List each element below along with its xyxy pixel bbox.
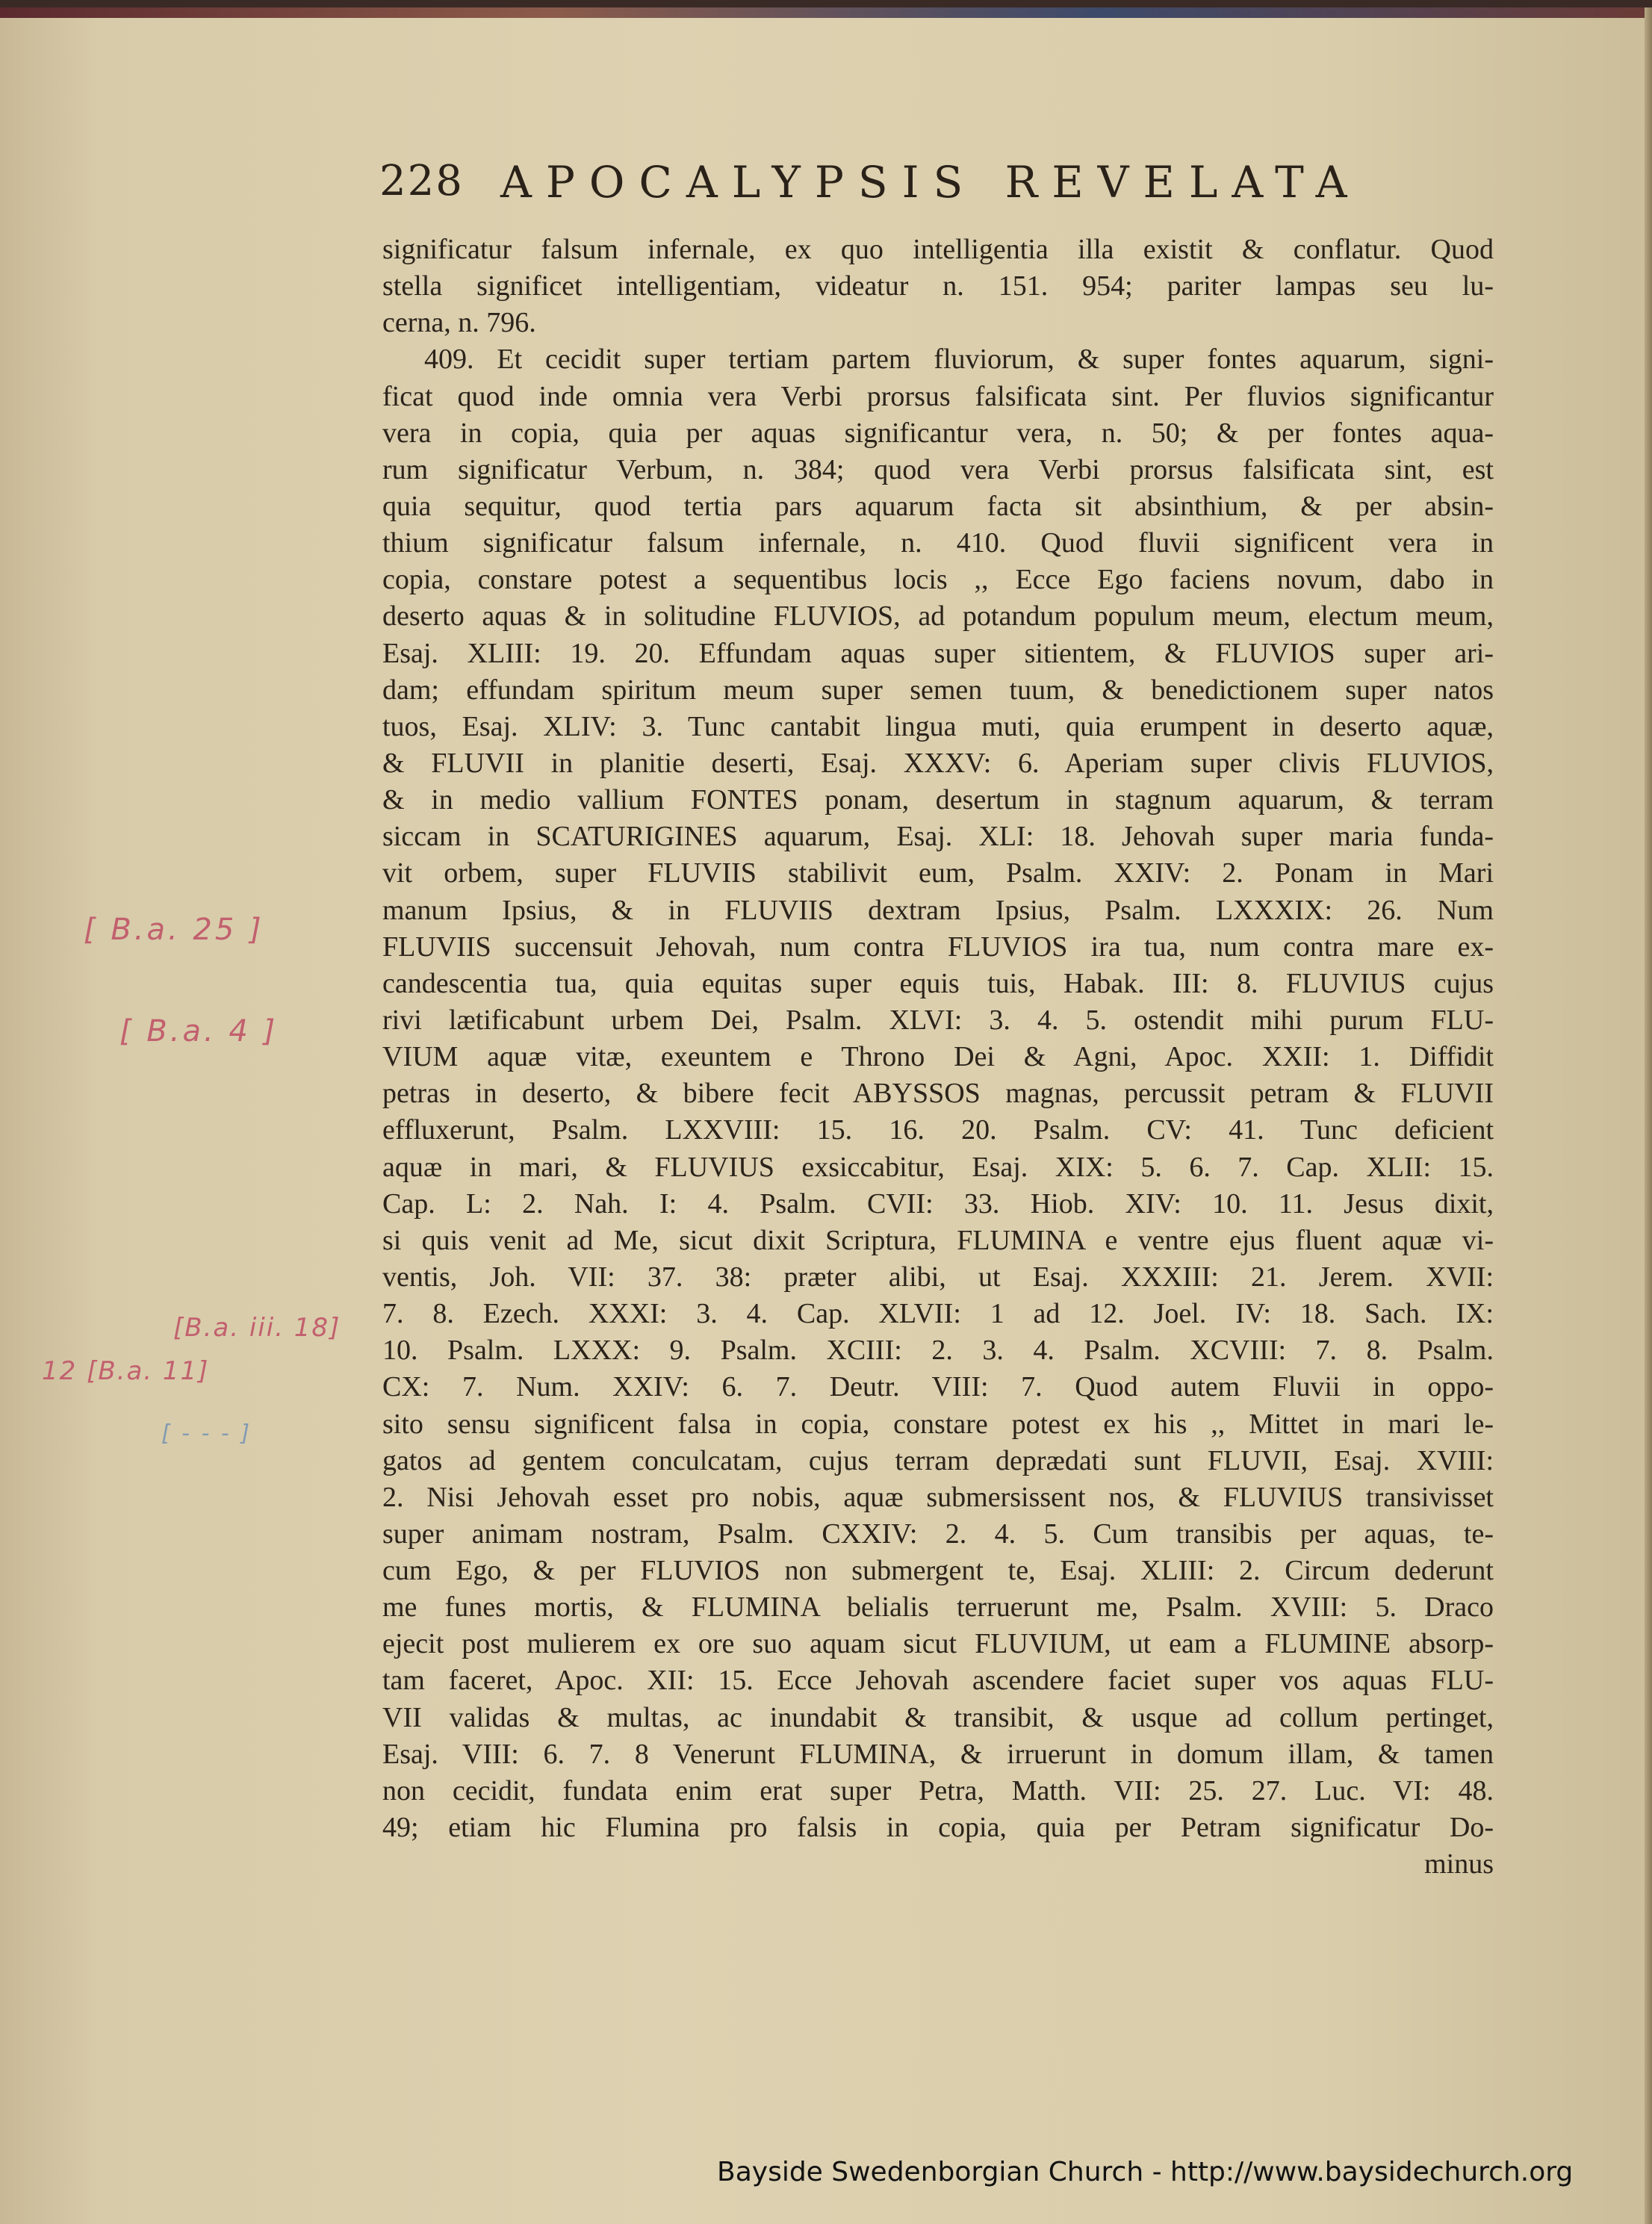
text-line: sito sensu significent falsa in copia, constare potest ex his ,, Mittet in mari le- — [382, 1408, 1494, 1440]
watermark-credit: Bayside Swedenborgian Church - http://www.baysidechurch.org — [717, 2157, 1574, 2187]
text-line: candescentia tua, quia equitas super equis tuis, Habak. III: 8. FLUVIUS cujus — [382, 967, 1494, 999]
text-line: cum Ego, & per FLUVIOS non submergent te, Esaj. XLIII: 2. Circum dederunt — [382, 1555, 1494, 1587]
text-line: Esaj. VIII: 6. 7. 8 Venerunt FLUMINA, & irruerunt in domum illam, & tamen — [382, 1738, 1494, 1770]
text-line: effluxerunt, Psalm. LXXVIII: 15. 16. 20. Psalm. CV: 41. Tunc deficient — [382, 1114, 1494, 1146]
text-line: 10. Psalm. LXXX: 9. Psalm. XCIII: 2. 3. 4. Psalm. XCVIII: 7. 8. Psalm. — [382, 1335, 1494, 1367]
margin-annotation: [B.a. iii. 18] — [173, 1313, 341, 1343]
text-line: 409. Et cecidit super tertiam partem fluviorum, & super fontes aquarum, signi- — [424, 344, 1494, 376]
text-line: VII validas & multas, ac inundabit & transibit, & usque ad collum pertinget, — [382, 1701, 1494, 1733]
text-line: rum significatur Verbum, n. 384; quod vera Verbi prorsus falsificata sint, est — [382, 453, 1494, 485]
page-number: 228 — [379, 157, 464, 205]
text-line: cerna, n. 796. — [382, 307, 536, 339]
text-line: tuos, Esaj. XLIV: 3. Tunc cantabit lingua muti, quia erumpent in deserto aquæ, — [382, 710, 1494, 742]
text-line: quia sequitur, quod tertia pars aquarum facta sit absinthium, & per absin- — [382, 490, 1494, 522]
text-line: dam; effundam spiritum meum super semen tuum, & benedictionem super natos — [382, 674, 1494, 706]
text-line: deserto aquas & in solitudine FLUVIOS, ad potandum populum meum, electum meum, — [382, 600, 1494, 633]
catchword: minus — [1424, 1848, 1494, 1880]
text-line: & in medio vallium FONTES ponam, desertum in stagnum aquarum, & terram — [382, 784, 1494, 816]
book-edge-right — [1645, 7, 1652, 2224]
text-line: vit orbem, super FLUVIIS stabilivit eum, Psalm. XXIV: 2. Ponam in Mari — [382, 857, 1494, 889]
text-line: siccam in SCATURIGINES aquarum, Esaj. XLI: 18. Jehovah super maria funda- — [382, 821, 1494, 853]
text-line: super animam nostram, Psalm. CXXIV: 2. 4. 5. Cum transibis per aquas, te- — [382, 1518, 1494, 1550]
text-line: tam faceret, Apoc. XII: 15. Ecce Jehovah ascendere faciet super vos aquas FLU- — [382, 1665, 1494, 1697]
text-line: aquæ in mari, & FLUVIUS exsiccabitur, Esaj. XIX: 5. 6. 7. Cap. XLII: 15. — [382, 1151, 1494, 1183]
text-line: ventis, Joh. VII: 37. 38: præter alibi, ut Esaj. XXXIII: 21. Jerem. XVII: — [382, 1261, 1494, 1293]
text-line: 7. 8. Ezech. XXXI: 3. 4. Cap. XLVII: 1 ad 12. Joel. IV: 18. Sach. IX: — [382, 1298, 1494, 1330]
text-line: vera in copia, quia per aquas significantur vera, n. 50; & per fontes aqua- — [382, 417, 1494, 449]
book-page — [0, 7, 1652, 2224]
text-line: ficat quod inde omnia vera Verbi prorsus falsificata sint. Per fluvios significantur — [382, 380, 1494, 412]
text-line: ejecit post mulierem ex ore suo aquam sicut FLUVIUM, ut eam a FLUMINE absorp- — [382, 1628, 1494, 1660]
text-line: CX: 7. Num. XXIV: 6. 7. Deutr. VIII: 7. Quod autem Fluvii in oppo- — [382, 1371, 1494, 1403]
text-line: manum Ipsius, & in FLUVIIS dextram Ipsius, Psalm. LXXXIX: 26. Num — [382, 894, 1494, 926]
text-line: significatur falsum infernale, ex quo intelligentia illa existit & conflatur. Quod — [382, 234, 1494, 265]
text-line: gatos ad gentem conculcatam, cujus terram deprædati sunt FLUVII, Esaj. XVIII: — [382, 1444, 1494, 1476]
body-text — [382, 232, 1494, 1883]
text-line: & FLUVII in planitie deserti, Esaj. XXXV: 6. Aperiam super clivis FLUVIOS, — [382, 747, 1494, 779]
margin-annotation: [ - - - ] — [161, 1420, 252, 1447]
text-line: FLUVIIS succensuit Jehovah, num contra FLUVIOS ira tua, num contra mare ex- — [382, 931, 1494, 963]
book-edge-top — [0, 7, 1652, 18]
text-line: si quis venit ad Me, sicut dixit Scriptura, FLUMINA e ventre ejus fluent aquæ vi- — [382, 1224, 1494, 1256]
text-line: petras in deserto, & bibere fecit ABYSSOS magnas, percussit petram & FLUVII — [382, 1078, 1494, 1110]
text-line: rivi lætificabunt urbem Dei, Psalm. XLVI: 3. 4. 5. ostendit mihi purum FLU- — [382, 1004, 1494, 1036]
text-line: 2. Nisi Jehovah esset pro nobis, aquæ submersissent nos, & FLUVIUS transivisset — [382, 1481, 1494, 1513]
text-line: Cap. L: 2. Nah. I: 4. Psalm. CVII: 33. Hiob. XIV: 10. 11. Jesus dixit, — [382, 1187, 1494, 1220]
margin-annotation: [ B.a. 25 ] — [84, 913, 264, 947]
text-line: stella significet intelligentiam, videatur n. 151. 954; pariter lampas seu lu- — [382, 270, 1494, 302]
running-title: APOCALYPSIS REVELATA — [500, 157, 1361, 208]
margin-annotation: [ B.a. 4 ] — [119, 1014, 279, 1049]
text-line: VIUM aquæ vitæ, exeuntem e Throno Dei & Agni, Apoc. XXII: 1. Diffidit — [382, 1041, 1494, 1073]
margin-annotation: 12 [B.a. 11] — [42, 1356, 210, 1386]
text-line: me funes mortis, & FLUMINA belialis terruerunt me, Psalm. XVIII: 5. Draco — [382, 1591, 1494, 1624]
text-line: copia, constare potest a sequentibus locis ,, Ecce Ego faciens novum, dabo in — [382, 564, 1494, 596]
text-line: thium significatur falsum infernale, n. 410. Quod fluvii significent vera in — [382, 527, 1494, 559]
text-line: 49; etiam hic Flumina pro falsis in copia, quia per Petram significatur Do- — [382, 1812, 1494, 1844]
text-line: Esaj. XLIII: 19. 20. Effundam aquas super sitientem, & FLUVIOS super ari- — [382, 637, 1494, 669]
text-line: non cecidit, fundata enim erat super Petra, Matth. VII: 25. 27. Luc. VI: 48. — [382, 1774, 1494, 1807]
